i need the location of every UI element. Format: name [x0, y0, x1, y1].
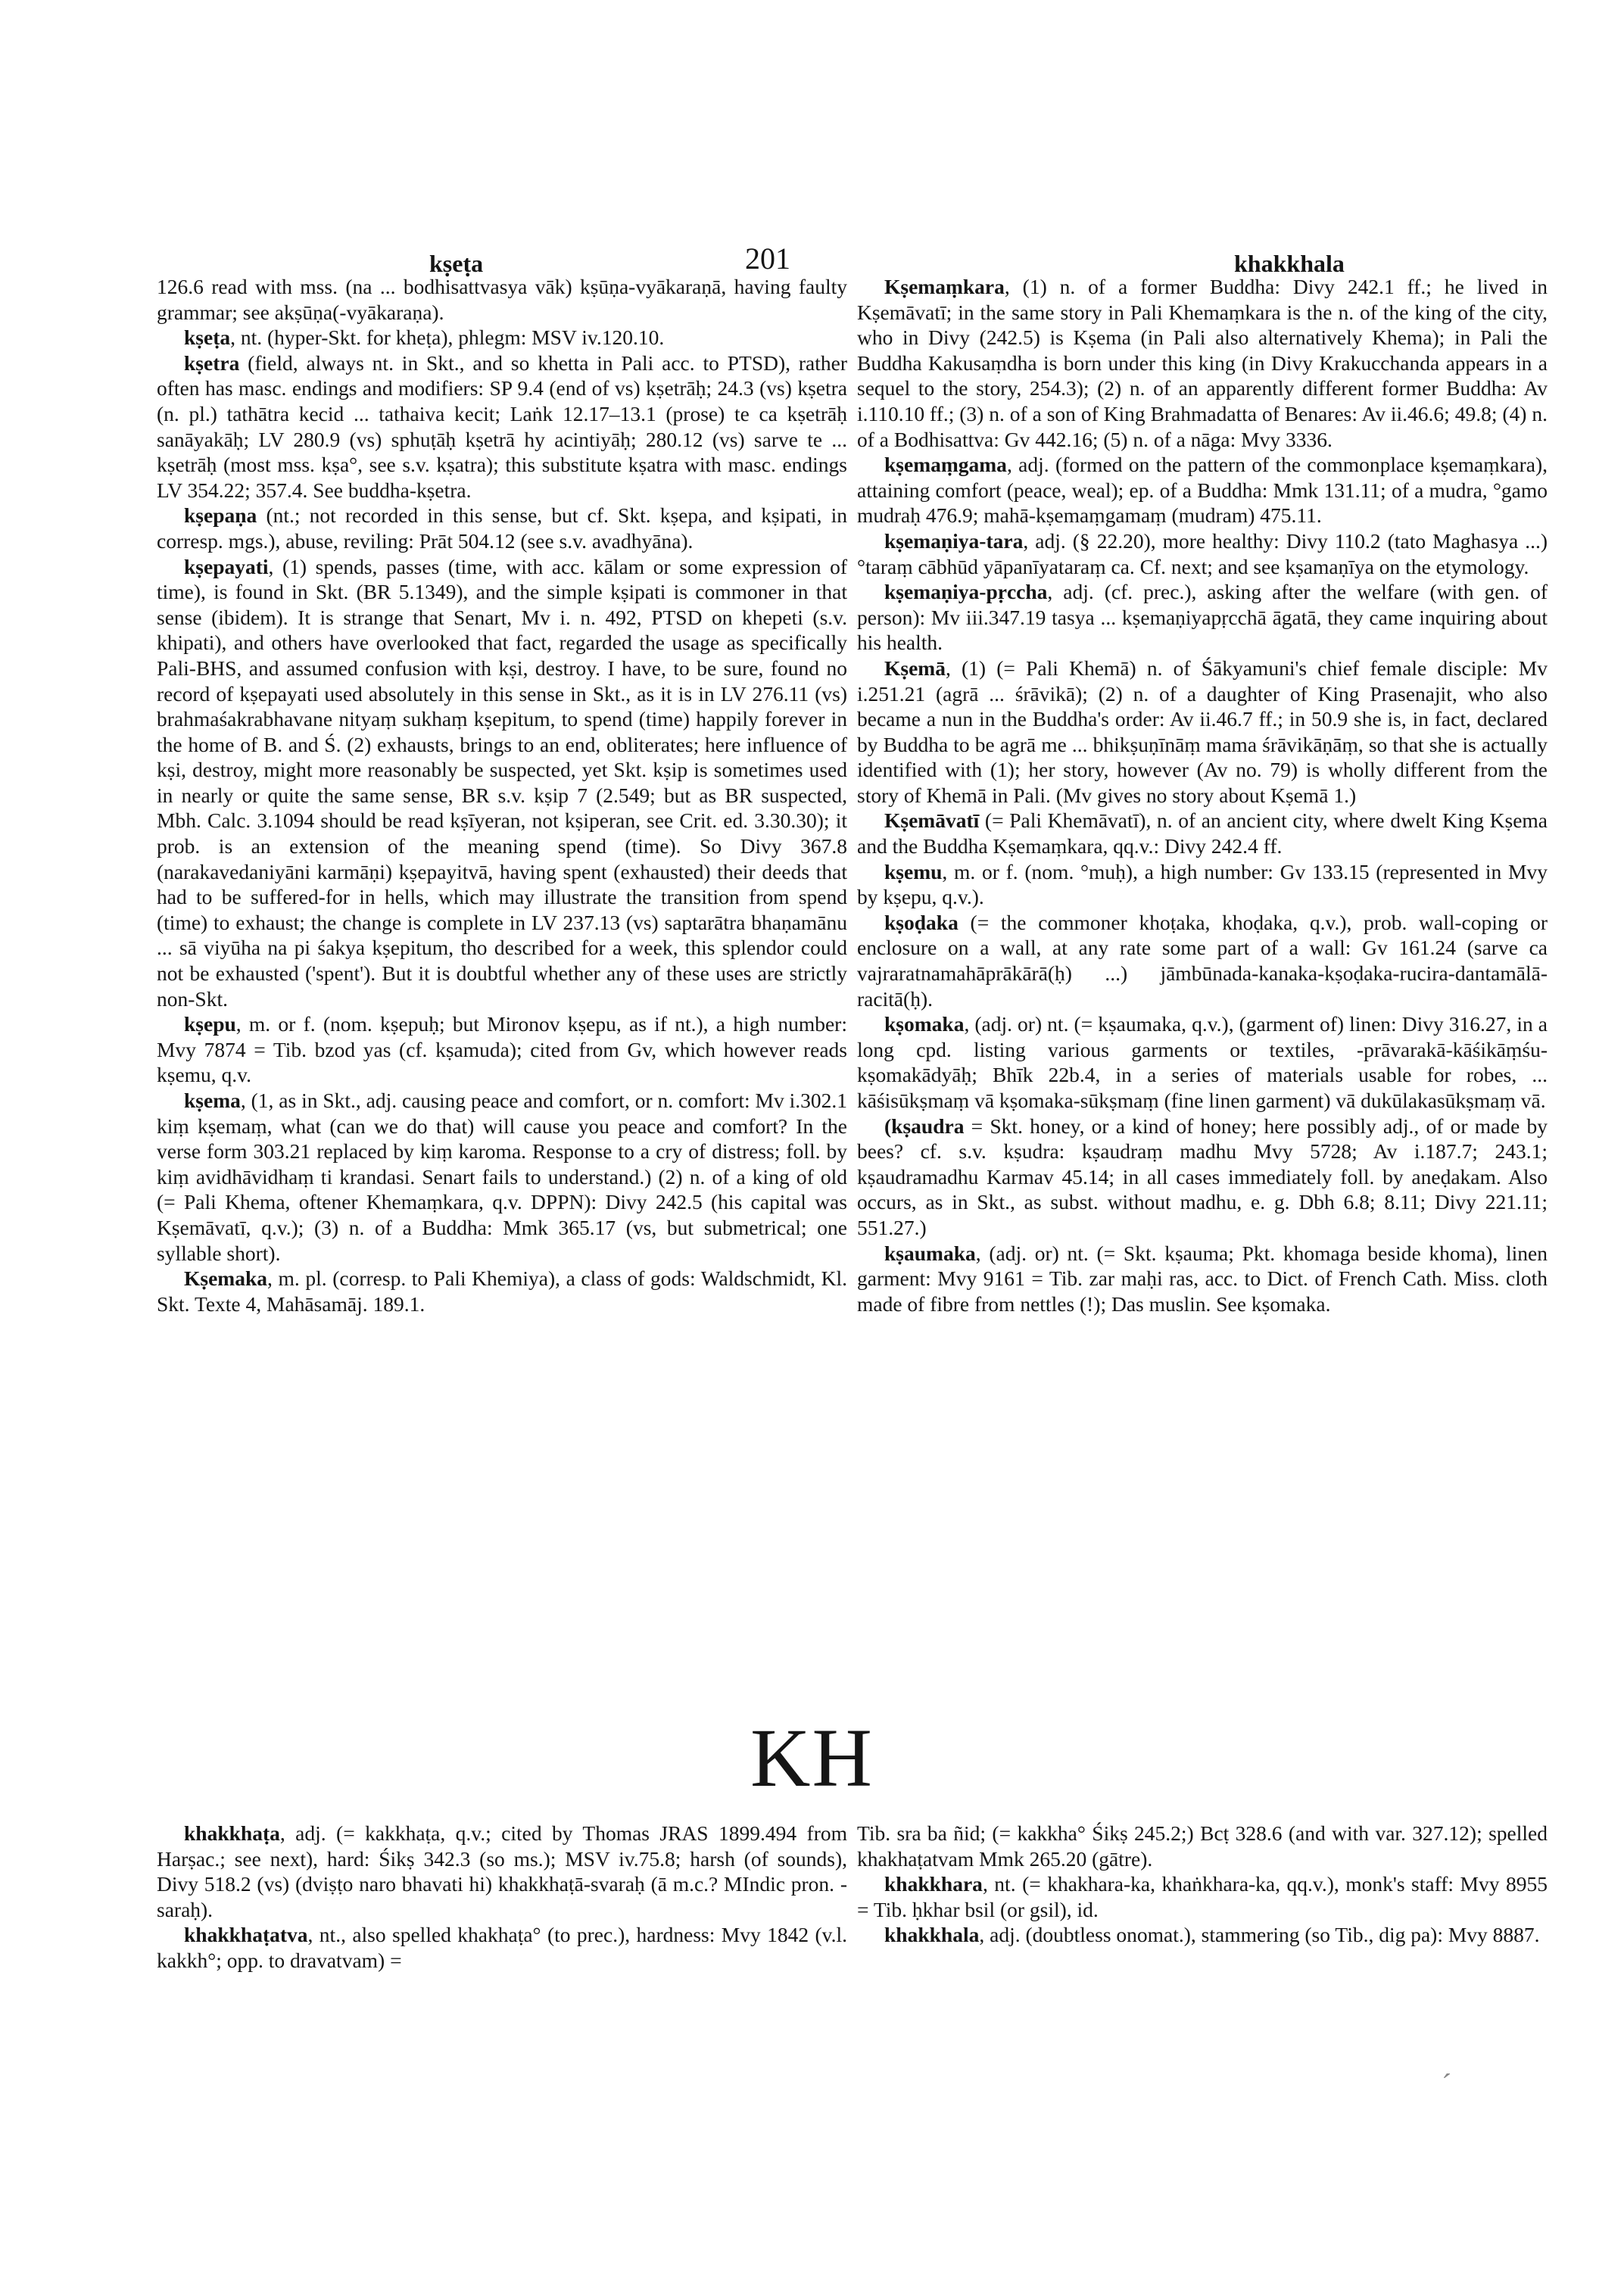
kh-left-column: [157, 1821, 847, 1974]
entry-text: 126.6 read with mss. (na ... bodhisattvasya vāk) kṣūṇa-vyākaraṇā, having faulty grammar; see akṣūṇa(-vyākaraṇa).: [157, 275, 847, 324]
dictionary-entry: [857, 274, 1548, 452]
entry-headword: kṣoḍaka: [884, 910, 959, 934]
entry-text: , (1) n. of a former Buddha: Divy 242.1 ff.; he lived in Kṣemāvatī; in the same story in Pali Khemaṃkara is the n. of the king of the city, who in Divy (242.5) is Kṣema (in Pali also alternatively Khema); in Pali the Buddha Kakusaṃdha is born under this king (in Divy Krakucchanda appears in a sequel to the story, 254.3); (2) n. of an apparently different former Buddha: Av i.110.10 ff.; (3) n. of a son of King Brahmadatta of Benares: Av ii.46.6; 49.8; (4) n. of a Bodhisattva: Gv 442.16; (5) n. of a nāga: Mvy 3336.: [857, 275, 1548, 451]
entry-text: , nt., also spelled khakhaṭa° (to prec.), hardness: Mvy 1842 (v.l. kakkh°; opp. to dravatvam) =: [157, 1923, 847, 1972]
dictionary-entry: [857, 452, 1548, 528]
dictionary-entry: [157, 503, 847, 553]
entry-text: , adj. (§ 22.20), more healthy: Divy 110.2 (tato Maghasya ...) °taraṃ cābhūd yāpanīyataraṃ ca. Cf. next; and see kṣamaṇīya on the etymology.: [857, 528, 1548, 578]
entry-text: , adj. (= kakkhaṭa, q.v.; cited by Thomas JRAS 1899.494 from Harṣac.; see next), hard: Śikṣ 342.3 (so ms.); MSV iv.75.8; harsh (of sounds), Divy 518.2 (vs) (dviṣṭo naro bhavati hi) khakkhaṭā-svaraḥ (ā m.c.? MIndic pron. -saraḥ).: [157, 1821, 847, 1921]
dictionary-entry: [857, 528, 1548, 579]
header-right-guide-word: khakkhala: [1234, 250, 1345, 277]
dictionary-entry: [857, 1114, 1548, 1241]
dictionary-entry: [157, 1011, 847, 1088]
entry-text: , (1) spends, passes (time, with acc. kālam or some expression of time), is found in Skt. (BR 5.1349), and the simple kṣipati is commoner in that sense (ibidem). It is strange that Senart, Mv i. n. 492, PTSD on khepeti (s.v. khipati), and others have overlooked that fact, regarded the usage as specifically Pali-BHS, and assumed confusion with kṣi, destroy. I have, to be sure, found no record of kṣepayati used absolutely in this sense in Skt., as it is in LV 276.11 (vs) brahmaśakrabhavane nityaṃ sukhaṃ kṣepitum, to spend (time) happily forever in the home of B. and Ś. (2) exhausts, brings to an end, obliterates; here influence of kṣi, destroy, might more reasonably be suspected, yet Skt. kṣip is sometimes used in nearly or quite the same sense, BR s.v. kṣip 7 (2.549; but as BR suspected, Mbh. Calc. 3.1094 should be read kṣīyeran, not kṣiperan, see Crit. ed. 3.30.30); it prob. is an extension of the meaning spend (time). So Divy 367.8 (narakavedaniyāni karmāṇi) kṣepayitvā, having spent (exhausted) their deeds that had to be suffered-for in hells, which may illustrate the transition from spend (time) to exhaust; the change is complete in LV 237.13 (vs) saptarātra bhaṇamānu ... sā viyūha na pi śakya kṣepitum, tho described for a week, this splendor could not be exhausted ('spent'). But it is doubtful whether any of these uses are strictly non-Skt.: [157, 554, 847, 1011]
dictionary-entry: [857, 1821, 1548, 1871]
right-column: [857, 274, 1548, 1316]
entry-headword: kṣepaṇa: [184, 503, 257, 528]
entry-text: , m. or f. (nom. °muḥ), a high number: Gv 133.15 (represented in Mvy by kṣepu, q.v.).: [857, 859, 1548, 909]
margin-mark: ´: [1442, 2067, 1452, 2101]
dictionary-entry: [157, 1922, 847, 1973]
dictionary-entry: [857, 1241, 1548, 1317]
entry-headword: kṣema: [184, 1089, 241, 1112]
entry-headword: kṣetra: [184, 350, 240, 375]
dictionary-entry: [157, 554, 847, 1012]
entry-text: , adj. (cf. prec.), asking after the welfare (with gen. of person): Mv iii.347.19 tasya ... kṣemaṇiyapṛcchā āgatā, they came inquiring about his health.: [857, 580, 1548, 655]
entry-headword: Kṣemaka: [184, 1266, 267, 1291]
left-column: [157, 274, 847, 1316]
entry-headword: kṣemaṇiya-pṛccha: [884, 580, 1048, 604]
entry-headword: (kṣaudra: [884, 1114, 965, 1138]
entry-headword: kṣemaṃgama: [884, 453, 1007, 477]
entry-headword: kṣeṭa: [184, 326, 231, 350]
dictionary-entry: [857, 656, 1548, 808]
entry-text: , adj. (doubtless onomat.), stammering (so Tib., dig pa): Mvy 8887.: [979, 1923, 1540, 1947]
dictionary-entry: [157, 274, 847, 325]
entry-text: , nt. (= khakhara-ka, khaṅkhara-ka, qq.v.), monk's staff: Mvy 8955 = Tib. ḥkhar bsil (or gsil), id.: [857, 1872, 1548, 1921]
header-left-guide-word: kṣeṭa: [429, 250, 484, 277]
dictionary-entry: [157, 325, 847, 350]
entry-headword: kṣemu: [884, 859, 943, 883]
dictionary-entry: [157, 350, 847, 503]
entry-text: , nt. (hyper-Skt. for kheṭa), phlegm: MSV iv.120.10.: [230, 326, 665, 350]
entry-headword: khakkhala: [884, 1923, 980, 1947]
entry-text: , m. or f. (nom. kṣepuḥ; but Mironov kṣepu, as if nt.), a high number: Mvy 7874 = Tib. bzod yas (cf. kṣamuda); cited from Gv, which however reads kṣemu, q.v.: [157, 1012, 847, 1087]
entry-text: (field, always nt. in Skt., and so khetta in Pali acc. to PTSD), rather often has masc. endings and modifiers: SP 9.4 (end of vs) kṣetrāḥ; 24.3 (vs) kṣetra (n. pl.) tathātra kecid ... tathaiva kecit; Laṅk 12.17–13.1 (prose) te ca kṣetrāḥ sanāyakāḥ; LV 280.9 (vs) sphuṭāḥ kṣetrā hy acintiyāḥ; 280.12 (vs) sarve te ... kṣetrāḥ (most mss. kṣa°, see s.v. kṣatra); this substitute kṣatra with masc. endings LV 354.22; 357.4. See buddha-kṣetra.: [157, 350, 847, 502]
entry-headword: kṣepayati: [184, 554, 269, 578]
dictionary-entry: [857, 1871, 1548, 1922]
dictionary-entry: [857, 808, 1548, 858]
entry-headword: kṣemaṇiya-tara: [884, 528, 1024, 553]
entry-headword: kṣepu: [184, 1012, 236, 1036]
entry-headword: kṣomaka: [884, 1012, 965, 1036]
entry-text: , adj. (formed on the pattern of the commonplace kṣemaṃkara), attaining comfort (peace, weal); ep. of a Buddha: Mmk 131.11; of a mudra, °gamo mudraḥ 476.9; mahā-kṣemaṃgamaṃ (mudram) 475.11.: [857, 453, 1548, 528]
section-letter-heading: KH: [750, 1712, 874, 1804]
entry-text: (= Pali Khemāvatī), n. of an ancient city, where dwelt King Kṣema and the Buddha Kṣemaṃkara, qq.v.: Divy 242.4 ff.: [857, 808, 1548, 858]
entry-headword: Kṣemā: [884, 656, 946, 680]
dictionary-entry: [157, 1821, 847, 1922]
entry-text: = Skt. honey, or a kind of honey; here possibly adj., of or made by bees? cf. s.v. kṣudra: kṣaudraṃ madhu Mvy 5728; Av i.187.7; 243.1; kṣaudramadhu Karmav 45.14; in all cases immediately foll. by aneḍakam. Also occurs, as in Skt., as subst. without madhu, e. g. Dbh 6.8; 8.11; Divy 221.11; 551.27.): [857, 1114, 1548, 1239]
kh-right-column: [857, 1821, 1548, 1948]
dictionary-entry: [857, 910, 1548, 1011]
entry-text: Tib. sra ba ñid; (= kakkha° Śikṣ 245.2;) Bcṭ 328.6 (and with var. 327.12); spelled khakhaṭatvam Mmk 265.20 (gātre).: [857, 1821, 1548, 1871]
dictionary-entry: [857, 1011, 1548, 1113]
entry-text: , (1) (= Pali Khemā) n. of Śākyamuni's chief female disciple: Mv i.251.21 (agrā ... śrāvikā); (2) n. of a daughter of King Prasenajit, who also became a nun in the Buddha's order: Av ii.46.7 ff.; in 50.9 she is, in fact, declared by Buddha to be agrā me ... bhikṣuṇīnāṃ mama śrāvikāṇāṃ, so that she is actually identified with (1); her story, however (Av no. 79) is wholly different from the story of Khemā in Pali. (Mv gives no story about Kṣemā 1.): [857, 656, 1548, 807]
dictionary-entry: [157, 1266, 847, 1316]
dictionary-entry: [857, 579, 1548, 656]
page-number: 201: [745, 241, 790, 276]
dictionary-entry: [857, 1922, 1548, 1948]
entry-text: , (1, as in Skt., adj. causing peace and comfort, or n. comfort: Mv i.302.1 kiṃ kṣemaṃ, what (can we do that) will cause you peace and comfort? In the verse form 303.21 replaced by kiṃ karoma. Response to a cry of distress; foll. by kiṃ avidhāvidhaṃ ti krandasi. Senart fails to understand.) (2) n. of a king of old (= Pali Khema, oftener Khemaṃkara, q.v. DPPN): Divy 242.5 (his capital was Kṣemāvatī, q.v.); (3) n. of a Buddha: Mmk 365.17 (vs, but submetrical; one syllable short).: [157, 1089, 848, 1265]
entry-headword: khakkhaṭatva: [184, 1923, 308, 1947]
dictionary-entry: [857, 859, 1548, 910]
entry-text: , (adj. or) nt. (= kṣaumaka, q.v.), (garment of) linen: Divy 316.27, in a long cpd. listing various garments or textiles, -prāvarakā-kāśikāṃśu-kṣomakādyāḥ; Bhīk 22b.4, in a series of materials usable for robes, ... kāśisūkṣmaṃ vā kṣomaka-sūkṣmaṃ (fine linen garment) vā dukūlakasūkṣmaṃ vā.: [857, 1012, 1548, 1112]
entry-headword: khakkhara: [884, 1872, 983, 1896]
entry-text: (nt.; not recorded in this sense, but cf. Skt. kṣepa, and kṣipati, in corresp. mgs.), abuse, reviling: Prāt 504.12 (see s.v. avadhyāna).: [157, 503, 847, 553]
entry-headword: Kṣemaṃkara: [884, 275, 1005, 298]
dictionary-entry: [157, 1088, 847, 1266]
entry-text: , m. pl. (corresp. to Pali Khemiya), a class of gods: Waldschmidt, Kl. Skt. Texte 4, Mahāsamāj. 189.1.: [157, 1266, 847, 1316]
entry-text: (= the commoner khoṭaka, khoḍaka, q.v.), prob. wall-coping or enclosure on a wall, at any rate some part of a wall: Gv 161.24 (sarve ca vajraratnamahāprākārā(ḥ) ...) jāmbūnada-kanaka-kṣoḍaka-rucira-dantamālā-racitā(ḥ).: [857, 910, 1548, 1011]
entry-headword: khakkhaṭa: [184, 1821, 280, 1845]
entry-text: , (adj. or) nt. (= Skt. kṣauma; Pkt. khomaga beside khoma), linen garment: Mvy 9161 = Tib. zar maḥi ras, acc. to Dict. of French Cath. Miss. cloth made of fibre from nettles (!); Das muslin. See kṣomaka.: [857, 1241, 1548, 1316]
entry-headword: kṣaumaka: [884, 1241, 976, 1265]
entry-headword: Kṣemāvatī: [884, 808, 980, 833]
